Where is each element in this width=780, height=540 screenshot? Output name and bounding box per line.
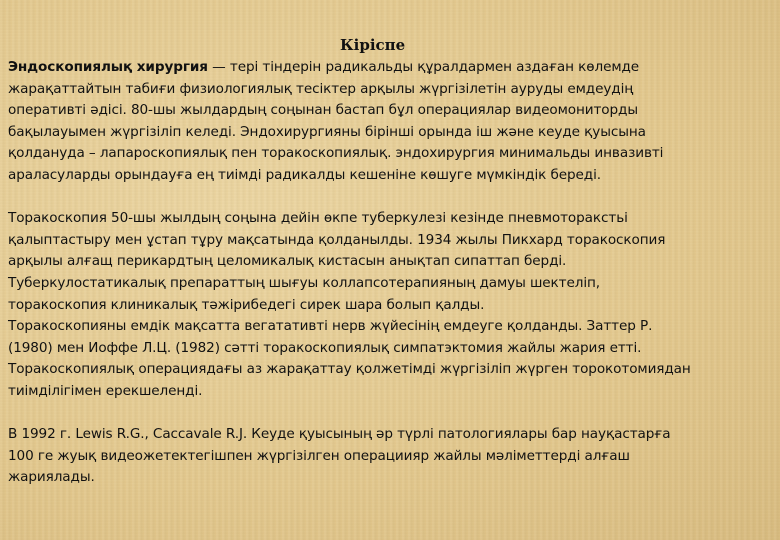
paragraph-line: қолдануда – лапароскопиялық пен торакоскопиялық. эндохирургия минимальды инвазивті	[8, 145, 664, 162]
paragraph-line: Торакоскопиялық операциядағы аз жарақаттау қолжетімді жүргізіліп жүрген торокотомиядан	[8, 361, 691, 378]
line-text: — тері тіндерін радикальды құралдармен аздаған көлемде	[207, 59, 640, 75]
paragraph-line: 100 ге жуық видеожетектегішпен жүргізілген операциияр жайлы мәліметтерді алғаш	[8, 447, 630, 464]
paragraph-line	[8, 57, 770, 79]
paragraph-line: тиімділігімен ерекшеленді.	[8, 382, 203, 399]
paragraph-thoracoscopy	[8, 208, 770, 402]
paragraph-line: Торакоскопияны емдік мақсатта вегатативті нерв жүйесінің емдеуге қолданды. Заттер Р.	[8, 318, 653, 335]
slide-body	[8, 57, 770, 489]
paragraph-line: бақылауымен жүргізіліп келеді. Эндохирургияны бірінші орында іш және кеуде қуысына	[8, 123, 646, 140]
paragraph-gap	[8, 187, 770, 209]
slide-title: Кіріспе	[340, 36, 406, 54]
paragraph-gap	[8, 403, 770, 425]
paragraph-line: арқылы алғащ перикардтың целомикалық кистасын анықтап сипаттап берді.	[8, 253, 567, 270]
paragraph-line: оперативті әдісі. 80-шы жылдардың соңынан бастап бұл операциялар видеомониторды	[8, 102, 638, 119]
paragraph-line: қалыптастыру мен ұстап тұру мақсатында қолданылды. 1934 жылы Пикхард торакоскопия	[8, 231, 666, 248]
paragraph-line: (1980) мен Иоффе Л.Ц. (1982) сәтті торакоскопиялық симпатэктомия жайлы жария етті.	[8, 339, 642, 356]
paragraph-line: Туберкулостатикалық препараттың шығуы коллапсотерапияның дамуы шектеліп,	[8, 274, 601, 291]
paragraph-line: В 1992 г. Lewis R.G., Caccavale R.J. Кеуде қуысының әр түрлі патологиялары бар науқастарға	[8, 426, 671, 443]
paragraph-line: араласуларды орындауға ең тиімді радикалды кешеніне көшуге мүмкіндік береді.	[8, 166, 601, 183]
paragraph-1992-publication	[8, 424, 770, 489]
paragraph-line: торакоскопия клиникалық тәжірибедегі сирек шара болып қалды.	[8, 296, 485, 313]
term-heading: Эндоскопиялық хирургия	[8, 59, 208, 75]
paragraph-line: Торакоскопия 50-шы жылдың соңына дейін өкпе туберкулезі кезінде пневмоторакстьі	[8, 210, 628, 227]
paragraph-line: жарақаттайтын табиғи физиологиялық тесіктер арқылы жүргізілетін ауруды емдеудің	[8, 80, 634, 97]
paragraph-line: жариялады.	[8, 469, 95, 486]
paragraph-endoscopic-surgery	[8, 57, 770, 187]
